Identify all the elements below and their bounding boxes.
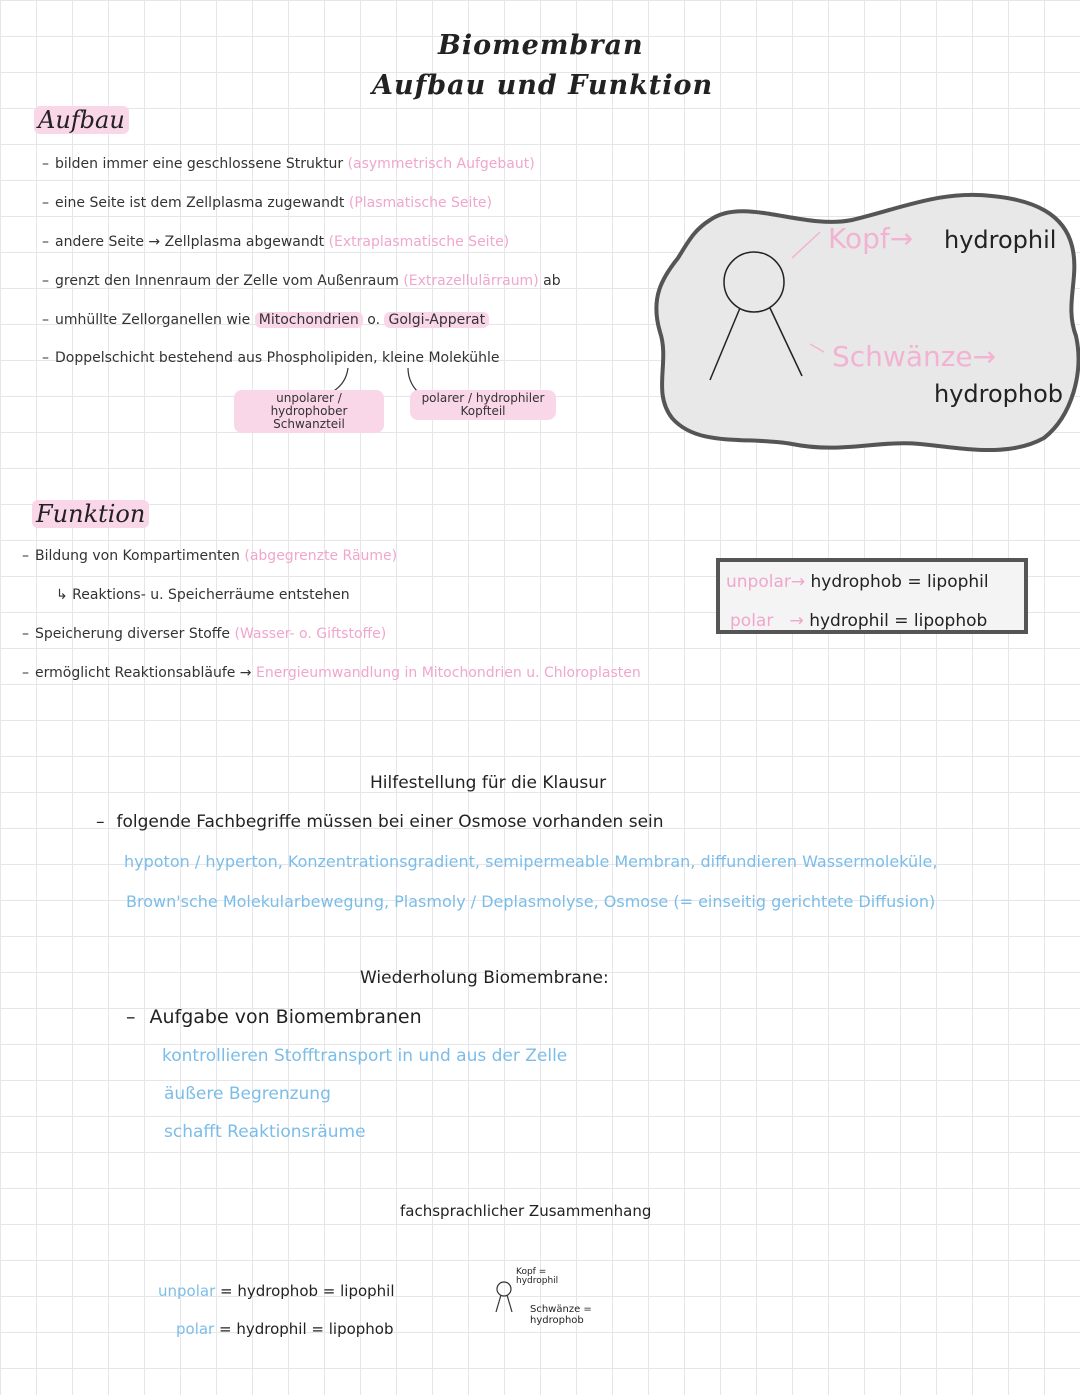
funktion-item-2: ↳ Reaktions- u. Speicherräume entstehen bbox=[56, 587, 350, 603]
diagram-kopf-label: Kopf→ bbox=[828, 222, 914, 255]
head-part-note: polarer / hydrophiler Kopfteil bbox=[410, 390, 556, 420]
aufbau-item-2: – eine Seite ist dem Zellplasma zugewandt (Plasmatische Seite) bbox=[42, 195, 493, 211]
aufbau-item-4: – grenzt den Innenraum der Zelle vom Außenraum (Extrazellulärraum) ab bbox=[42, 273, 561, 289]
page-subtitle: Aufbau und Funktion bbox=[372, 70, 714, 101]
klausur-terms-2: Brown'sche Molekularbewegung, Plasmoly / Deplasmolyse, Osmose (= einseitig gerichtete Diffusion) bbox=[126, 892, 936, 911]
fach-row-2: polar = hydrophil = lipophob bbox=[176, 1320, 394, 1338]
aufbau-item-1: – bilden immer eine geschlossene Struktur (asymmetrisch Aufgebaut) bbox=[42, 156, 535, 172]
funktion-item-1: – Bildung von Kompartimenten (abgegrenzte Räume) bbox=[22, 548, 398, 564]
polarity-row-2: polar → hydrophil = lipophob bbox=[730, 611, 988, 631]
wiederholung-item-2: äußere Begrenzung bbox=[164, 1084, 331, 1104]
polarity-row-1: unpolar→ hydrophob = lipophil bbox=[726, 572, 989, 592]
klausur-terms-1: hypoton / hyperton, Konzentrationsgradient, semipermeable Membran, diffundieren Wassermoleküle, bbox=[124, 852, 938, 871]
wiederholung-heading: Wiederholung Biomembrane: bbox=[360, 968, 609, 988]
fach-row-1: unpolar = hydrophob = lipophil bbox=[158, 1282, 395, 1300]
diagram-schwaenze-label: Schwänze→ bbox=[832, 340, 997, 373]
wiederholung-item-1: kontrollieren Stofftransport in und aus der Zelle bbox=[162, 1046, 568, 1066]
aufbau-heading: Aufbau bbox=[34, 106, 129, 134]
funktion-heading: Funktion bbox=[32, 500, 149, 528]
diagram-hydrophil-label: hydrophil bbox=[944, 226, 1057, 254]
klausur-bullet: – folgende Fachbegriffe müssen bei einer Osmose vorhanden sein bbox=[96, 812, 664, 832]
fach-heading: fachsprachlicher Zusammenhang bbox=[400, 1202, 652, 1220]
polarity-table bbox=[716, 558, 1028, 634]
mini-schwaenze-label: Schwänze = hydrophob bbox=[530, 1304, 592, 1326]
funktion-item-3: – Speicherung diverser Stoffe (Wasser- o. Giftstoffe) bbox=[22, 626, 387, 642]
page-title: Biomembran bbox=[438, 30, 644, 61]
mini-kopf-label: Kopf = hydrophil bbox=[516, 1267, 559, 1286]
diagram-hydrophob-label: hydrophob bbox=[934, 380, 1064, 408]
aufbau-item-5: – umhüllte Zellorganellen wie Mitochondrien o. Golgi-Apperat bbox=[42, 312, 489, 328]
tail-part-note: unpolarer / hydrophober Schwanzteil bbox=[234, 390, 384, 433]
wiederholung-item-3: schafft Reaktionsräume bbox=[164, 1122, 366, 1142]
klausur-heading: Hilfestellung für die Klausur bbox=[370, 773, 607, 793]
aufbau-item-6: – Doppelschicht bestehend aus Phospholipiden, kleine Molekühle bbox=[42, 350, 500, 366]
funktion-item-4: – ermöglicht Reaktionsabläufe → Energieumwandlung in Mitochondrien u. Chloroplasten bbox=[22, 665, 641, 681]
aufbau-item-3: – andere Seite → Zellplasma abgewandt (Extraplasmatische Seite) bbox=[42, 234, 510, 250]
wiederholung-bullet: – Aufgabe von Biomembranen bbox=[126, 1006, 422, 1028]
